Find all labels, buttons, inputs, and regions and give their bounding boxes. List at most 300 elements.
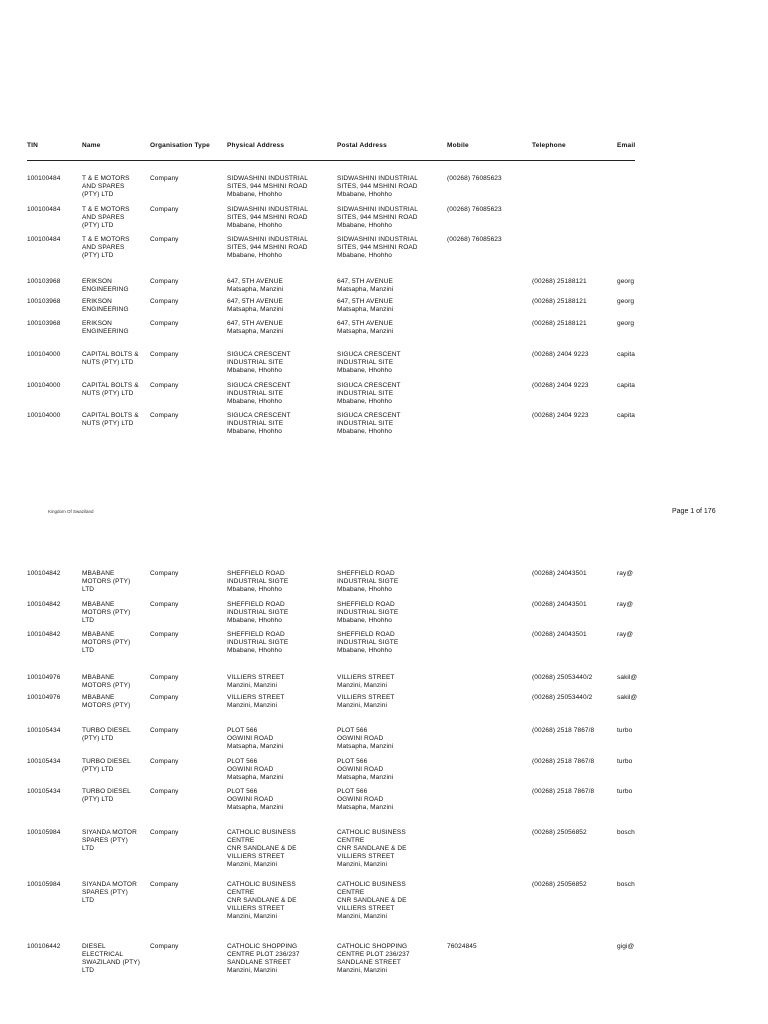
cell-organisation-type: Company bbox=[150, 829, 179, 836]
cell-name bbox=[82, 727, 148, 757]
table-row bbox=[0, 881, 768, 921]
cell-postal-address-line: Mbabane, Hhohho bbox=[337, 252, 392, 259]
cell-name-line: MOTORS (PTY) bbox=[82, 578, 131, 585]
cell-physical-address-line: CENTRE bbox=[227, 837, 255, 844]
cell-name-line: TURBO DIESEL bbox=[82, 758, 131, 765]
cell-physical-address-line: Mbabane, Hhohho bbox=[227, 222, 282, 229]
cell-postal-address-line: CNR SANDLANE & DE bbox=[337, 897, 407, 904]
cell-organisation-type: Company bbox=[150, 206, 179, 213]
cell-name-line: ENGINEERING bbox=[82, 286, 129, 293]
cell-postal-address-line: INDUSTRIAL SIGTE bbox=[337, 639, 399, 646]
cell-physical-address-line: Manzini, Manzini bbox=[227, 861, 278, 868]
cell-telephone: (00268) 24043501 bbox=[532, 570, 587, 577]
cell-name-line: CAPITAL BOLTS & bbox=[82, 351, 139, 358]
cell-email: ray@ bbox=[617, 570, 634, 577]
cell-mobile: (00268) 76085623 bbox=[447, 175, 502, 182]
cell-postal-address-line: PLOT 566 bbox=[337, 788, 368, 795]
cell-name-line: TURBO DIESEL bbox=[82, 727, 131, 734]
cell-postal-address-line: Matsapha, Manzini bbox=[337, 774, 394, 781]
cell-email: georg bbox=[617, 278, 635, 285]
cell-tin: 100103968 bbox=[27, 320, 61, 327]
cell-tin: 100104000 bbox=[27, 412, 61, 419]
cell-postal-address-line: OGWINI ROAD bbox=[337, 796, 384, 803]
cell-tin: 100104976 bbox=[27, 674, 61, 681]
cell-postal-address bbox=[337, 236, 445, 276]
cell-name-line: MOTORS (PTY) bbox=[82, 639, 131, 646]
cell-telephone bbox=[532, 206, 614, 235]
cell-name bbox=[82, 674, 148, 693]
cell-physical-address-line: 647, 5TH AVENUE bbox=[227, 320, 283, 327]
table-row bbox=[0, 175, 768, 205]
cell-organisation-type: Company bbox=[150, 236, 179, 243]
cell-name bbox=[82, 829, 148, 869]
table-row bbox=[0, 206, 768, 235]
cell-physical-address-line: SITES, 944 MSHINI ROAD bbox=[227, 244, 308, 251]
cell-name bbox=[82, 175, 148, 205]
cell-name-line: (PTY) LTD bbox=[82, 252, 114, 259]
cell-physical-address-line: SIDWASHINI INDUSTRIAL bbox=[227, 236, 308, 243]
cell-name-line: SWAZILAND (PTY) bbox=[82, 959, 140, 966]
cell-postal-address-line: SHEFFIELD ROAD bbox=[337, 601, 395, 608]
cell-postal-address-line: CENTRE PLOT 236/237 bbox=[337, 951, 410, 958]
table-row bbox=[0, 412, 768, 451]
cell-physical-address-line: Mbabane, Hhohho bbox=[227, 586, 282, 593]
cell-telephone: (00268) 25056852 bbox=[532, 881, 587, 888]
cell-physical-address-line: 647, 5TH AVENUE bbox=[227, 298, 283, 305]
cell-postal-address bbox=[337, 694, 445, 726]
cell-name-line: CAPITAL BOLTS & bbox=[82, 382, 139, 389]
cell-postal-address-line: PLOT 566 bbox=[337, 727, 368, 734]
cell-physical-address-line: SIGUCA CRESCENT bbox=[227, 412, 291, 419]
cell-name-line: (PTY) LTD bbox=[82, 766, 114, 773]
cell-mobile bbox=[447, 881, 529, 921]
cell-telephone bbox=[532, 943, 614, 982]
cell-organisation-type: Company bbox=[150, 674, 179, 681]
table-row bbox=[0, 727, 768, 757]
cell-name-line: ENGINEERING bbox=[82, 306, 129, 313]
cell-physical-address bbox=[227, 943, 335, 982]
cell-mobile: (00268) 76085623 bbox=[447, 206, 502, 213]
cell-name-line: MBABANE bbox=[82, 694, 115, 701]
cell-organisation-type: Company bbox=[150, 351, 179, 358]
cell-name-line: LTD bbox=[82, 967, 95, 974]
cell-physical-address-line: PLOT 566 bbox=[227, 727, 258, 734]
header-email: Email bbox=[617, 142, 636, 149]
cell-postal-address-line: Matsapha, Manzini bbox=[337, 306, 394, 313]
cell-physical-address-line: SIDWASHINI INDUSTRIAL bbox=[227, 175, 308, 182]
cell-email: turbo bbox=[617, 788, 633, 795]
cell-postal-address-line: CATHOLIC SHOPPING bbox=[337, 943, 408, 950]
table-row bbox=[0, 758, 768, 787]
cell-postal-address-line: INDUSTRIAL SITE bbox=[337, 359, 394, 366]
cell-name-line: MOTORS (PTY) bbox=[82, 682, 131, 689]
cell-name bbox=[82, 351, 148, 381]
cell-name-line: ERIKSON bbox=[82, 298, 112, 305]
cell-mobile bbox=[447, 351, 529, 381]
cell-physical-address bbox=[227, 601, 335, 630]
cell-mobile: (00268) 76085623 bbox=[447, 236, 502, 243]
cell-name-line: LTD bbox=[82, 586, 95, 593]
cell-name bbox=[82, 320, 148, 350]
header-physical-address: Physical Address bbox=[227, 142, 285, 149]
table-row bbox=[0, 829, 768, 869]
cell-name-line: SPARES (PTY) bbox=[82, 837, 128, 844]
cell-telephone: (00268) 25188121 bbox=[532, 278, 587, 285]
cell-postal-address-line: SITES, 944 MSHINI ROAD bbox=[337, 183, 418, 190]
cell-telephone: (00268) 25053440/2 bbox=[532, 674, 593, 681]
cell-name-line: AND SPARES bbox=[82, 214, 125, 221]
cell-postal-address-line: CENTRE bbox=[337, 889, 365, 896]
table-row bbox=[0, 320, 768, 350]
cell-telephone: (00268) 24043501 bbox=[532, 601, 587, 608]
cell-physical-address-line: SIDWASHINI INDUSTRIAL bbox=[227, 206, 308, 213]
cell-postal-address bbox=[337, 727, 445, 757]
cell-physical-address-line: Matsapha, Manzini bbox=[227, 328, 284, 335]
cell-organisation-type: Company bbox=[150, 382, 179, 389]
cell-mobile bbox=[447, 298, 529, 319]
cell-physical-address-line: Mbabane, Hhohho bbox=[227, 191, 282, 198]
cell-physical-address-line: 647, 5TH AVENUE bbox=[227, 278, 283, 285]
cell-postal-address-line: Manzini, Manzini bbox=[337, 682, 388, 689]
cell-organisation-type: Company bbox=[150, 601, 179, 608]
cell-postal-address-line: Matsapha, Manzini bbox=[337, 328, 394, 335]
cell-telephone: (00268) 2404 9223 bbox=[532, 412, 589, 419]
header-name: Name bbox=[82, 142, 101, 149]
cell-tin: 100104842 bbox=[27, 570, 61, 577]
cell-telephone: (00268) 2518 7867/8 bbox=[532, 727, 595, 734]
header-tin: TIN bbox=[27, 142, 39, 149]
cell-name-line: AND SPARES bbox=[82, 183, 125, 190]
cell-mobile bbox=[447, 727, 529, 757]
cell-name-line: SIYANDA MOTOR bbox=[82, 829, 137, 836]
cell-postal-address-line: SIGUCA CRESCENT bbox=[337, 351, 401, 358]
cell-name bbox=[82, 236, 148, 276]
cell-physical-address bbox=[227, 236, 335, 276]
cell-physical-address bbox=[227, 175, 335, 205]
cell-postal-address-line: SANDLANE STREET bbox=[337, 959, 401, 966]
table-row bbox=[0, 631, 768, 671]
cell-physical-address-line: Manzini, Manzini bbox=[227, 913, 278, 920]
cell-name bbox=[82, 206, 148, 235]
cell-organisation-type: Company bbox=[150, 631, 179, 638]
cell-tin: 100105984 bbox=[27, 829, 61, 836]
cell-name-line: NUTS (PTY) LTD bbox=[82, 390, 134, 397]
cell-postal-address bbox=[337, 351, 445, 381]
cell-physical-address-line: Manzini, Manzini bbox=[227, 967, 278, 974]
cell-name-line: MBABANE bbox=[82, 674, 115, 681]
cell-name-line: CAPITAL BOLTS & bbox=[82, 412, 139, 419]
table-row bbox=[0, 382, 768, 411]
cell-postal-address-line: INDUSTRIAL SIGTE bbox=[337, 609, 399, 616]
table-row bbox=[0, 674, 768, 693]
cell-email: bosch bbox=[617, 829, 635, 836]
cell-physical-address-line: Mbabane, Hhohho bbox=[227, 398, 282, 405]
cell-email: turbo bbox=[617, 727, 633, 734]
cell-physical-address-line: VILLIERS STREET bbox=[227, 853, 285, 860]
cell-email: ray@ bbox=[617, 631, 634, 638]
cell-postal-address-line: OGWINI ROAD bbox=[337, 735, 384, 742]
cell-name-line: AND SPARES bbox=[82, 244, 125, 251]
cell-physical-address-line: CENTRE PLOT 236/237 bbox=[227, 951, 300, 958]
cell-physical-address-line: CENTRE bbox=[227, 889, 255, 896]
cell-physical-address-line: INDUSTRIAL SIGTE bbox=[227, 578, 289, 585]
cell-postal-address-line: CENTRE bbox=[337, 837, 365, 844]
cell-name bbox=[82, 298, 148, 319]
cell-postal-address-line: CATHOLIC BUSINESS bbox=[337, 881, 406, 888]
cell-physical-address-line: OGWINI ROAD bbox=[227, 766, 274, 773]
table-row bbox=[0, 351, 768, 381]
cell-postal-address-line: Mbabane, Hhohho bbox=[337, 647, 392, 654]
cell-name-line: T & E MOTORS bbox=[82, 175, 130, 182]
cell-organisation-type: Company bbox=[150, 727, 179, 734]
cell-email: bosch bbox=[617, 881, 635, 888]
page-number: Page 1 of 176 bbox=[672, 508, 716, 515]
cell-postal-address-line: Mbabane, Hhohho bbox=[337, 428, 392, 435]
cell-name-line: (PTY) LTD bbox=[82, 735, 114, 742]
cell-physical-address-line: INDUSTRIAL SITE bbox=[227, 390, 284, 397]
cell-email: sakil@ bbox=[617, 694, 638, 701]
table-header bbox=[0, 142, 768, 152]
cell-physical-address-line: SITES, 944 MSHINI ROAD bbox=[227, 183, 308, 190]
cell-mobile bbox=[447, 320, 529, 350]
table-row bbox=[0, 298, 768, 319]
cell-physical-address-line: Matsapha, Manzini bbox=[227, 306, 284, 313]
header-organisation-type: Organisation Type bbox=[150, 142, 210, 149]
cell-tin: 100105434 bbox=[27, 727, 61, 734]
cell-postal-address-line: INDUSTRIAL SITE bbox=[337, 390, 394, 397]
cell-physical-address-line: VILLIERS STREET bbox=[227, 905, 285, 912]
cell-postal-address-line: CNR SANDLANE & DE bbox=[337, 845, 407, 852]
cell-postal-address bbox=[337, 631, 445, 671]
cell-email bbox=[617, 206, 635, 235]
cell-tin: 100103968 bbox=[27, 278, 61, 285]
cell-physical-address bbox=[227, 788, 335, 828]
cell-postal-address-line: 647, 5TH AVENUE bbox=[337, 298, 393, 305]
cell-physical-address-line: Mbabane, Hhohho bbox=[227, 428, 282, 435]
cell-name-line: ERIKSON bbox=[82, 278, 112, 285]
cell-tin: 100100484 bbox=[27, 206, 61, 213]
cell-organisation-type: Company bbox=[150, 298, 179, 305]
cell-tin: 100100484 bbox=[27, 236, 61, 243]
cell-physical-address-line: SHEFFIELD ROAD bbox=[227, 570, 285, 577]
cell-telephone bbox=[532, 236, 614, 276]
cell-physical-address-line: PLOT 566 bbox=[227, 758, 258, 765]
cell-physical-address bbox=[227, 881, 335, 921]
table-row bbox=[0, 943, 768, 982]
cell-postal-address-line: Mbabane, Hhohho bbox=[337, 617, 392, 624]
cell-physical-address-line: SANDLANE STREET bbox=[227, 959, 291, 966]
cell-telephone: (00268) 25056852 bbox=[532, 829, 587, 836]
cell-email: georg bbox=[617, 320, 635, 327]
cell-physical-address-line: VILLIERS STREET bbox=[227, 694, 285, 701]
cell-telephone: (00268) 24043501 bbox=[532, 631, 587, 638]
cell-physical-address-line: PLOT 566 bbox=[227, 788, 258, 795]
cell-name-line: TURBO DIESEL bbox=[82, 788, 131, 795]
cell-tin: 100103968 bbox=[27, 298, 61, 305]
cell-physical-address-line: Mbabane, Hhohho bbox=[227, 252, 282, 259]
cell-physical-address-line: Matsapha, Manzini bbox=[227, 286, 284, 293]
cell-physical-address bbox=[227, 570, 335, 600]
cell-postal-address bbox=[337, 943, 445, 982]
cell-physical-address-line: Mbabane, Hhohho bbox=[227, 367, 282, 374]
cell-postal-address-line: Manzini, Manzini bbox=[337, 967, 388, 974]
cell-postal-address-line: Mbabane, Hhohho bbox=[337, 191, 392, 198]
cell-email: ray@ bbox=[617, 601, 634, 608]
cell-name bbox=[82, 758, 148, 787]
cell-postal-address bbox=[337, 278, 445, 297]
cell-postal-address-line: Manzini, Manzini bbox=[337, 861, 388, 868]
cell-mobile bbox=[447, 674, 529, 693]
cell-tin: 100105434 bbox=[27, 788, 61, 795]
cell-mobile bbox=[447, 631, 529, 671]
cell-physical-address-line: CNR SANDLANE & DE bbox=[227, 897, 297, 904]
cell-name bbox=[82, 631, 148, 671]
cell-postal-address bbox=[337, 788, 445, 828]
cell-mobile bbox=[447, 382, 529, 411]
cell-postal-address-line: SIDWASHINI INDUSTRIAL bbox=[337, 236, 418, 243]
table-row bbox=[0, 236, 768, 276]
cell-postal-address-line: Manzini, Manzini bbox=[337, 702, 388, 709]
cell-physical-address-line: Mbabane, Hhohho bbox=[227, 647, 282, 654]
cell-name-line: MOTORS (PTY) bbox=[82, 702, 131, 709]
cell-physical-address bbox=[227, 412, 335, 451]
table-row bbox=[0, 788, 768, 828]
cell-organisation-type: Company bbox=[150, 278, 179, 285]
cell-physical-address-line: Manzini, Manzini bbox=[227, 682, 278, 689]
table-row bbox=[0, 601, 768, 630]
cell-organisation-type: Company bbox=[150, 758, 179, 765]
cell-name bbox=[82, 382, 148, 411]
cell-mobile bbox=[447, 758, 529, 787]
cell-email bbox=[617, 236, 635, 276]
cell-name-line: T & E MOTORS bbox=[82, 206, 130, 213]
cell-mobile bbox=[447, 829, 529, 869]
cell-physical-address bbox=[227, 351, 335, 381]
cell-postal-address bbox=[337, 829, 445, 869]
table-row bbox=[0, 570, 768, 600]
cell-name bbox=[82, 570, 148, 600]
cell-telephone: (00268) 2404 9223 bbox=[532, 382, 589, 389]
cell-tin: 100106442 bbox=[27, 943, 61, 950]
cell-physical-address bbox=[227, 320, 335, 350]
cell-postal-address-line: VILLIERS STREET bbox=[337, 853, 395, 860]
cell-tin: 100104976 bbox=[27, 694, 61, 701]
cell-telephone: (00268) 25188121 bbox=[532, 320, 587, 327]
cell-physical-address-line: Matsapha, Manzini bbox=[227, 804, 284, 811]
cell-postal-address bbox=[337, 175, 445, 205]
cell-name-line: NUTS (PTY) LTD bbox=[82, 359, 134, 366]
cell-email: sakil@ bbox=[617, 674, 638, 681]
cell-name-line: (PTY) LTD bbox=[82, 796, 114, 803]
cell-postal-address-line: Mbabane, Hhohho bbox=[337, 222, 392, 229]
cell-physical-address-line: Manzini, Manzini bbox=[227, 702, 278, 709]
cell-physical-address-line: CATHOLIC SHOPPING bbox=[227, 943, 298, 950]
cell-physical-address bbox=[227, 631, 335, 671]
cell-postal-address-line: SIDWASHINI INDUSTRIAL bbox=[337, 206, 418, 213]
cell-physical-address-line: SHEFFIELD ROAD bbox=[227, 631, 285, 638]
cell-email: turbo bbox=[617, 758, 633, 765]
cell-postal-address-line: INDUSTRIAL SITE bbox=[337, 420, 394, 427]
cell-physical-address-line: INDUSTRIAL SIGTE bbox=[227, 609, 289, 616]
cell-name-line: (PTY) LTD bbox=[82, 191, 114, 198]
cell-organisation-type: Company bbox=[150, 175, 179, 182]
cell-tin: 100104842 bbox=[27, 631, 61, 638]
cell-name-line: ERIKSON bbox=[82, 320, 112, 327]
cell-postal-address-line: Matsapha, Manzini bbox=[337, 804, 394, 811]
cell-organisation-type: Company bbox=[150, 412, 179, 419]
cell-organisation-type: Company bbox=[150, 570, 179, 577]
cell-postal-address bbox=[337, 758, 445, 787]
cell-name-line: (PTY) LTD bbox=[82, 222, 114, 229]
cell-physical-address bbox=[227, 278, 335, 297]
cell-name bbox=[82, 278, 148, 297]
cell-physical-address-line: SITES, 944 MSHINI ROAD bbox=[227, 214, 308, 221]
cell-mobile: 76024845 bbox=[447, 943, 477, 950]
cell-postal-address-line: SIGUCA CRESCENT bbox=[337, 382, 401, 389]
cell-tin: 100105434 bbox=[27, 758, 61, 765]
cell-postal-address-line: SHEFFIELD ROAD bbox=[337, 631, 395, 638]
cell-postal-address-line: VILLIERS STREET bbox=[337, 694, 395, 701]
cell-name-line: SIYANDA MOTOR bbox=[82, 881, 137, 888]
cell-name-line: MBABANE bbox=[82, 631, 115, 638]
cell-name-line: LTD bbox=[82, 845, 95, 852]
cell-tin: 100100484 bbox=[27, 175, 61, 182]
table-row bbox=[0, 278, 768, 297]
cell-email: gigi@ bbox=[617, 943, 635, 950]
cell-physical-address bbox=[227, 206, 335, 235]
cell-organisation-type: Company bbox=[150, 881, 179, 888]
cell-organisation-type: Company bbox=[150, 788, 179, 795]
cell-physical-address-line: SIGUCA CRESCENT bbox=[227, 382, 291, 389]
cell-postal-address-line: VILLIERS STREET bbox=[337, 674, 395, 681]
cell-physical-address-line: OGWINI ROAD bbox=[227, 735, 274, 742]
cell-postal-address-line: VILLIERS STREET bbox=[337, 905, 395, 912]
cell-physical-address bbox=[227, 382, 335, 411]
cell-name-line: DIESEL bbox=[82, 943, 106, 950]
cell-name-line: LTD bbox=[82, 617, 95, 624]
cell-physical-address-line: INDUSTRIAL SIGTE bbox=[227, 639, 289, 646]
cell-telephone: (00268) 2518 7867/8 bbox=[532, 788, 595, 795]
cell-email: capita bbox=[617, 382, 635, 389]
cell-name bbox=[82, 881, 148, 921]
cell-physical-address bbox=[227, 758, 335, 787]
report-page-2 bbox=[0, 524, 768, 1024]
cell-postal-address bbox=[337, 570, 445, 600]
cell-postal-address-line: SITES, 944 MSHINI ROAD bbox=[337, 214, 418, 221]
header-mobile: Mobile bbox=[447, 142, 469, 149]
cell-name-line: LTD bbox=[82, 897, 95, 904]
cell-name-line: T & E MOTORS bbox=[82, 236, 130, 243]
cell-postal-address-line: Manzini, Manzini bbox=[337, 913, 388, 920]
cell-name-line: NUTS (PTY) LTD bbox=[82, 420, 134, 427]
cell-postal-address-line: Matsapha, Manzini bbox=[337, 743, 394, 750]
cell-postal-address-line: 647, 5TH AVENUE bbox=[337, 278, 393, 285]
cell-postal-address-line: Mbabane, Hhohho bbox=[337, 367, 392, 374]
cell-email: georg bbox=[617, 298, 635, 305]
cell-postal-address bbox=[337, 881, 445, 921]
cell-mobile bbox=[447, 570, 529, 600]
cell-name bbox=[82, 788, 148, 828]
cell-postal-address-line: Mbabane, Hhohho bbox=[337, 586, 392, 593]
cell-physical-address-line: CATHOLIC BUSINESS bbox=[227, 881, 296, 888]
cell-tin: 100105984 bbox=[27, 881, 61, 888]
cell-postal-address-line: SIDWASHINI INDUSTRIAL bbox=[337, 175, 418, 182]
cell-postal-address-line: INDUSTRIAL SIGTE bbox=[337, 578, 399, 585]
cell-physical-address-line: Matsapha, Manzini bbox=[227, 774, 284, 781]
cell-name bbox=[82, 601, 148, 630]
cell-postal-address bbox=[337, 382, 445, 411]
cell-name-line: ENGINEERING bbox=[82, 328, 129, 335]
